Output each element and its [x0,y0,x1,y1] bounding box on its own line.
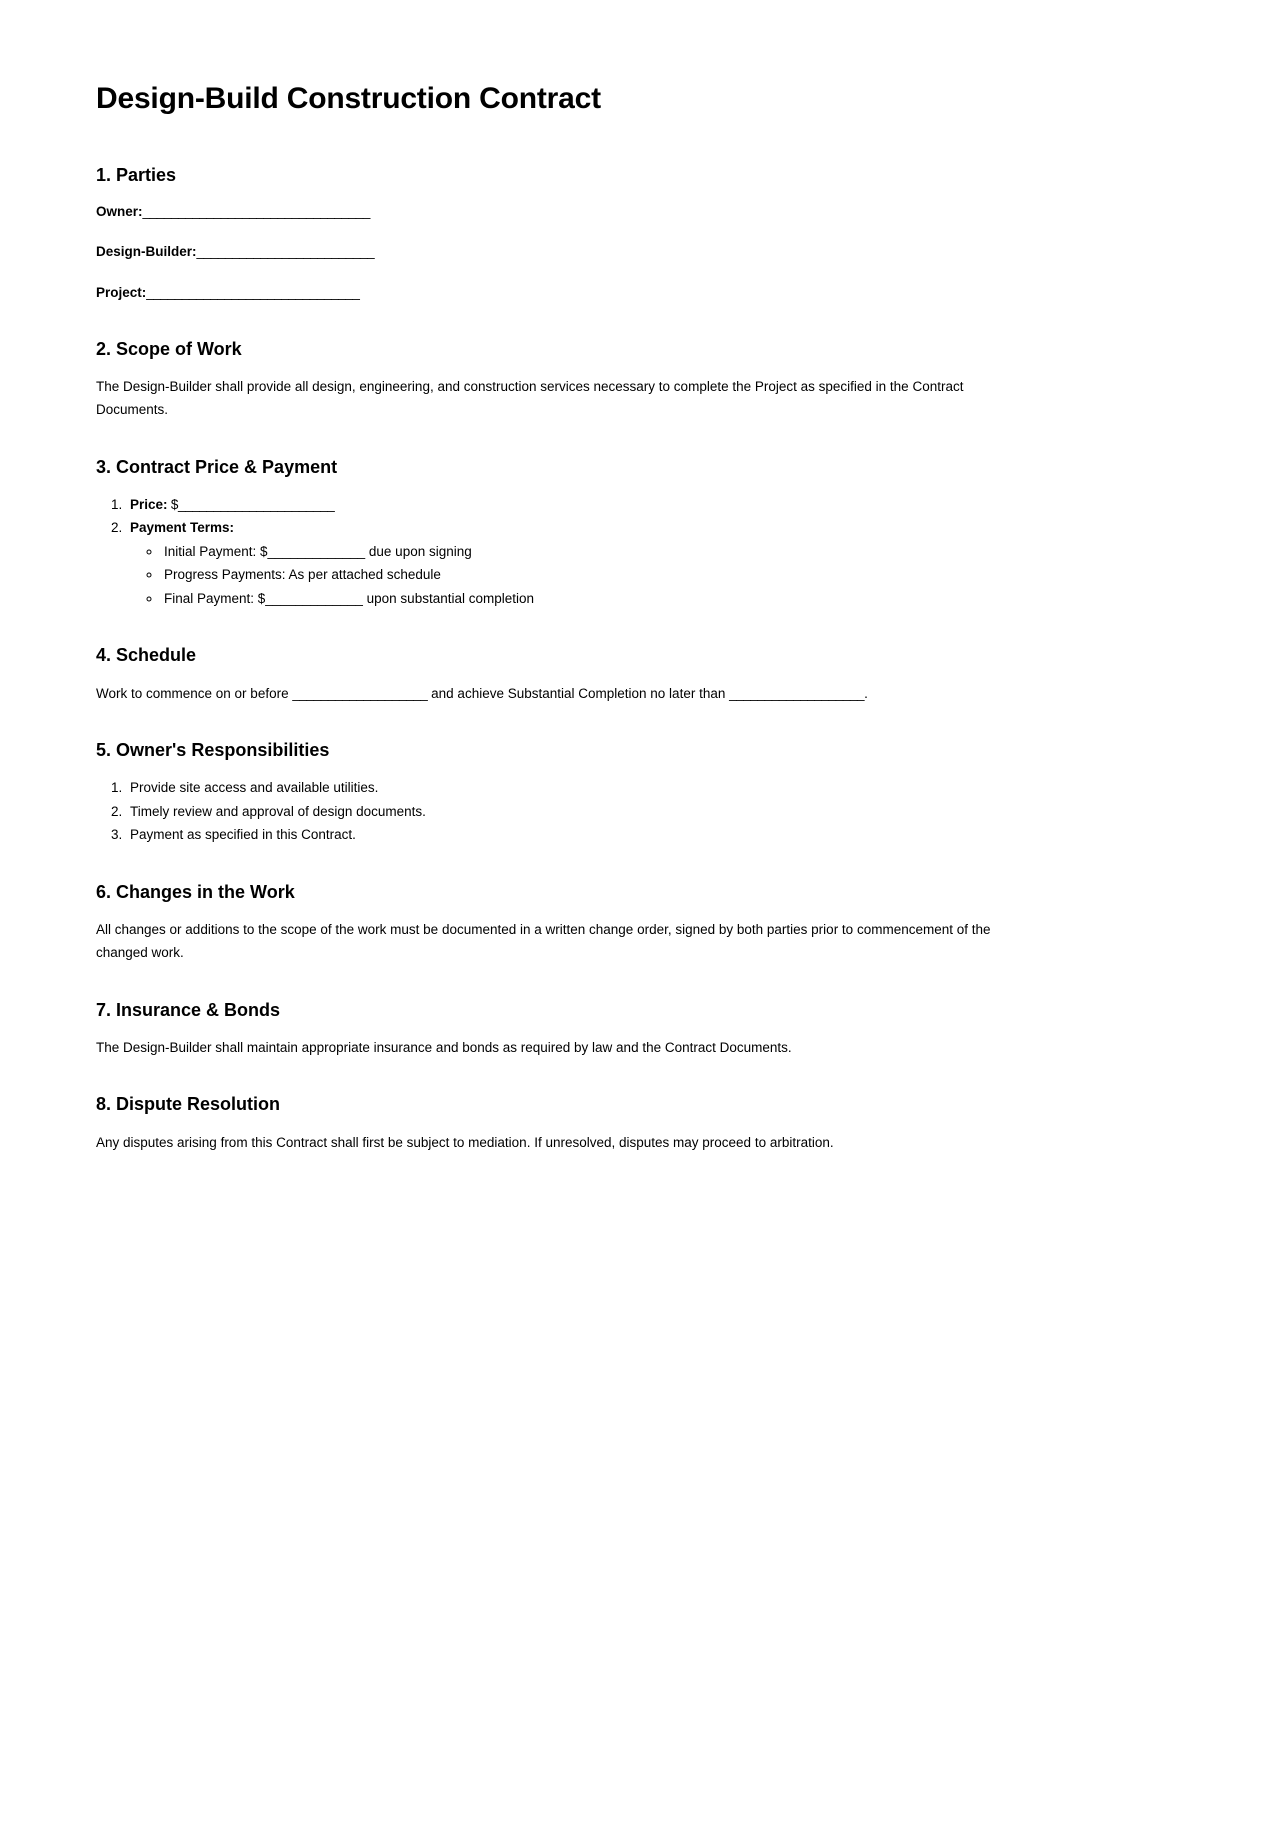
list-item: 2. Timely review and approval of design documents. [126,800,1167,823]
section-heading-insurance-bonds: 7. Insurance & Bonds [96,999,281,1020]
schedule-text-middle: and achieve Substantial Completion no later than [427,685,730,701]
section-heading-contract-price-payment: 3. Contract Price & Payment [96,456,338,477]
field-owner-label: Owner: [96,203,143,219]
schedule-completion-date-blank[interactable]: ___________________ [729,685,865,701]
field-project-label: Project: [96,285,147,301]
section-insurance-bonds [96,999,1167,1060]
payment-terms-list [130,540,1167,610]
field-owner-blank[interactable]: ________________________________ [142,203,370,219]
field-design-builder [96,241,1167,263]
schedule-text-after: . [864,685,868,701]
field-project [96,282,1167,304]
payment-terms-label: Payment Terms: [130,520,235,536]
section-parties [96,164,1167,304]
list-item-initial-payment: ◦ Initial Payment: $_____________ due upon signing [162,540,1167,563]
schedule-paragraph [96,682,996,705]
section-scope-of-work [96,338,1167,422]
price-label: Price: [130,496,168,512]
section-schedule [96,644,1167,705]
owners-responsibilities-list [96,776,1167,846]
section-heading-scope-of-work: 2. Scope of Work [96,338,242,359]
section-dispute-resolution [96,1093,1167,1154]
section-heading-schedule: 4. Schedule [96,645,197,666]
section-heading-parties: 1. Parties [96,164,177,185]
field-design-builder-blank[interactable]: _________________________ [196,244,375,260]
schedule-start-date-blank[interactable]: ___________________ [292,685,428,701]
price-blank[interactable]: $______________________ [167,496,335,512]
section-owners-responsibilities [96,739,1167,847]
price-payment-list [96,493,1167,610]
list-item-payment-terms [126,516,1167,610]
section-heading-owners-responsibilities: 5. Owner's Responsibilities [96,739,330,760]
field-project-blank[interactable]: ______________________________ [146,285,360,301]
section-heading-dispute-resolution: 8. Dispute Resolution [96,1094,281,1115]
section-changes-in-the-work [96,881,1167,965]
field-owner [96,201,1167,223]
list-item-price [126,493,1167,516]
document-title: Design-Build Construction Contract [96,82,601,115]
list-item-final-payment: ◦ Final Payment: $_____________ upon substantial completion [162,587,1167,610]
list-item-progress-payments: ◦ Progress Payments: As per attached schedule [162,563,1167,586]
list-item: 3. Payment as specified in this Contract. [126,823,1167,846]
section-contract-price-payment [96,456,1167,611]
scope-paragraph: The Design-Builder shall provide all design, engineering, and construction services necessary to complete the Project as specified in the Contract Documents. [96,379,964,418]
insurance-paragraph: The Design-Builder shall maintain appropriate insurance and bonds as required by law and the Contract Documents. [96,1039,792,1055]
field-design-builder-label: Design-Builder: [96,244,197,260]
section-heading-changes-in-the-work: 6. Changes in the Work [96,881,295,902]
changes-paragraph: All changes or additions to the scope of the work must be documented in a written change order, signed by both parties prior to commencement of the changed work. [96,922,991,961]
schedule-text-before: Work to commence on or before [96,685,293,701]
list-item: 1. Provide site access and available utilities. [126,776,1167,799]
dispute-paragraph: Any disputes arising from this Contract shall first be subject to mediation. If unresolved, disputes may proceed to arbitration. [96,1134,834,1150]
